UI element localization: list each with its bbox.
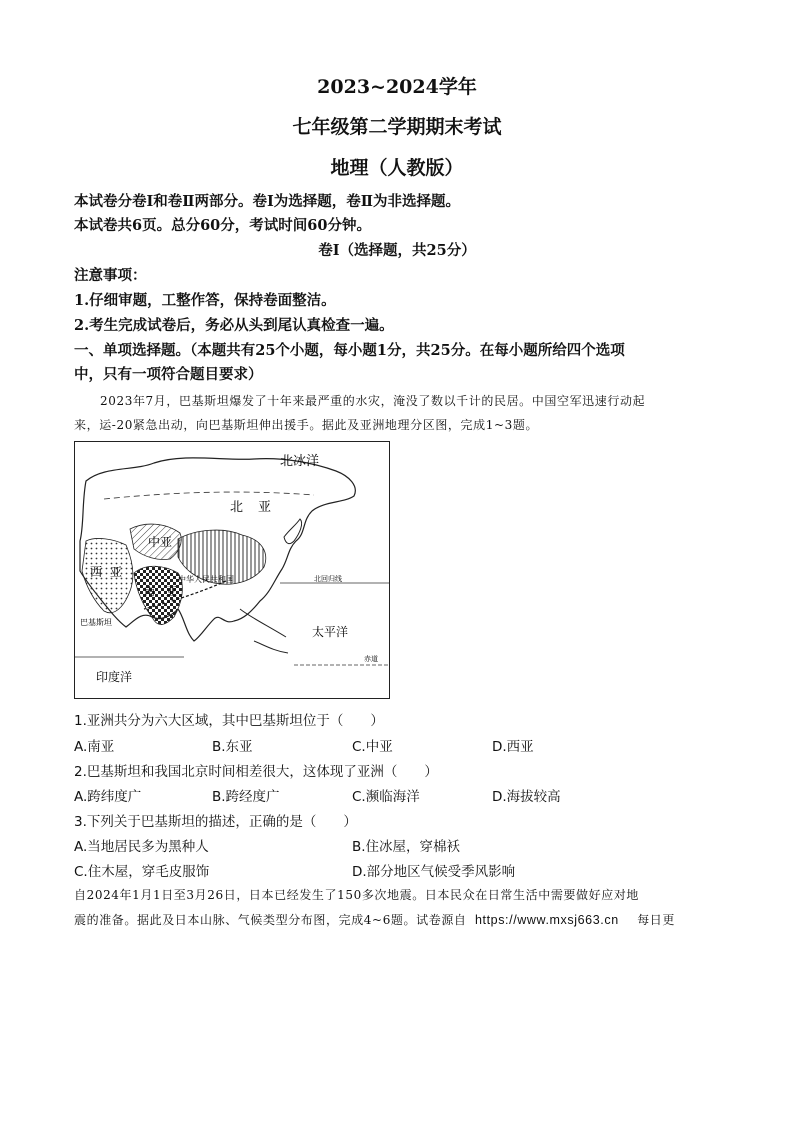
label-tropic-of-cancer: 北回归线 (314, 575, 342, 583)
question-2-option-c[interactable]: C.濒临海洋 (352, 789, 420, 805)
question-1-option-b[interactable]: B.东亚 (212, 739, 253, 755)
label-north-asia-1: 北 (230, 500, 244, 515)
intro2-line-1: 自2024年1月1日至3月26日，日本已经发生了150多次地震。日本民众在日常生活中需要做好应对地 (74, 888, 640, 902)
question-2-option-a[interactable]: A.跨纬度广 (74, 789, 142, 805)
label-arctic-ocean: 北冰洋 (280, 454, 320, 469)
label-south-asia-2: 亚 (166, 585, 177, 598)
intro2-tail: 每日更 (637, 913, 675, 927)
intro1-line-2: 来，运-20紧急出动，向巴基斯坦伸出援手。据此及亚洲地理分区图，完成1~3题。 (74, 418, 539, 432)
question-1-option-d[interactable]: D.西亚 (492, 739, 534, 755)
question-3-option-a[interactable]: A.当地居民多为黑种人 (74, 839, 209, 855)
note-line-1: 本试卷分卷Ⅰ和卷Ⅱ两部分。卷Ⅰ为选择题，卷Ⅱ为非选择题。 (74, 193, 461, 210)
section-heading-line-1: 一、单项选择题。（本题共有25个小题，每小题1分，共25分。在每小题所给四个选项 (74, 342, 625, 359)
question-3-option-d[interactable]: D.部分地区气候受季风影响 (352, 864, 516, 880)
exam-year: 2023~2024学年 (317, 76, 477, 98)
question-2-stem: 2.巴基斯坦和我国北京时间相差很大，这体现了亚洲（ ） (74, 764, 438, 780)
note-line-2: 本试卷共6页。总分60分，考试时间60分钟。 (74, 217, 371, 234)
label-west-asia-2: 亚 (110, 565, 123, 579)
source-url-link[interactable]: https://www.mxsj663.cn (474, 913, 619, 927)
label-west-asia-1: 西 (90, 565, 103, 579)
question-3-option-b[interactable]: B.住冰屋，穿棉袄 (352, 839, 461, 855)
question-2-option-b[interactable]: B.跨经度广 (212, 789, 280, 805)
attention-item-1: 1.仔细审题，工整作答，保持卷面整洁。 (74, 292, 336, 309)
question-2-option-d[interactable]: D.海拔较高 (492, 789, 561, 805)
label-south-asia-1: 南 (144, 585, 155, 598)
part-title: 卷Ⅰ（选择题，共25分） (318, 242, 476, 259)
attention-heading: 注意事项： (74, 267, 147, 284)
label-pacific-ocean: 太平洋 (312, 625, 349, 639)
exam-subject: 地理（人教版） (330, 157, 464, 179)
question-1-option-c[interactable]: C.中亚 (352, 739, 393, 755)
asia-regions-map (74, 441, 390, 699)
question-1-stem: 1.亚洲共分为六大区域，其中巴基斯坦位于（ ） (74, 713, 384, 729)
question-3-option-c[interactable]: C.住木屋，穿毛皮服饰 (74, 864, 210, 880)
question-3-stem: 3.下列关于巴基斯坦的描述，正确的是（ ） (74, 814, 357, 830)
label-central-asia: 中亚 (148, 535, 173, 549)
label-pakistan: 巴基斯坦 (80, 618, 112, 627)
intro2-line-2 (74, 911, 675, 928)
intro1-line-1: 2023年7月，巴基斯坦爆发了十年来最严重的水灾，淹没了数以千计的民居。中国空军迅速行动起 (100, 394, 646, 408)
question-1-option-a[interactable]: A.南亚 (74, 739, 115, 755)
section-heading-line-2: 中，只有一项符合题目要求） (74, 366, 263, 383)
intro2-text: 震的准备。据此及日本山脉、气候类型分布图，完成4~6题。试卷源自 (74, 913, 467, 927)
label-china: 中华人民共和国 (178, 575, 234, 584)
label-indian-ocean: 印度洋 (96, 670, 133, 684)
attention-item-2: 2.考生完成试卷后，务必从头到尾认真检查一遍。 (74, 317, 394, 334)
label-north-asia-2: 亚 (258, 500, 272, 515)
label-equator: 赤道 (364, 655, 378, 663)
exam-title: 七年级第二学期期末考试 (292, 116, 502, 138)
